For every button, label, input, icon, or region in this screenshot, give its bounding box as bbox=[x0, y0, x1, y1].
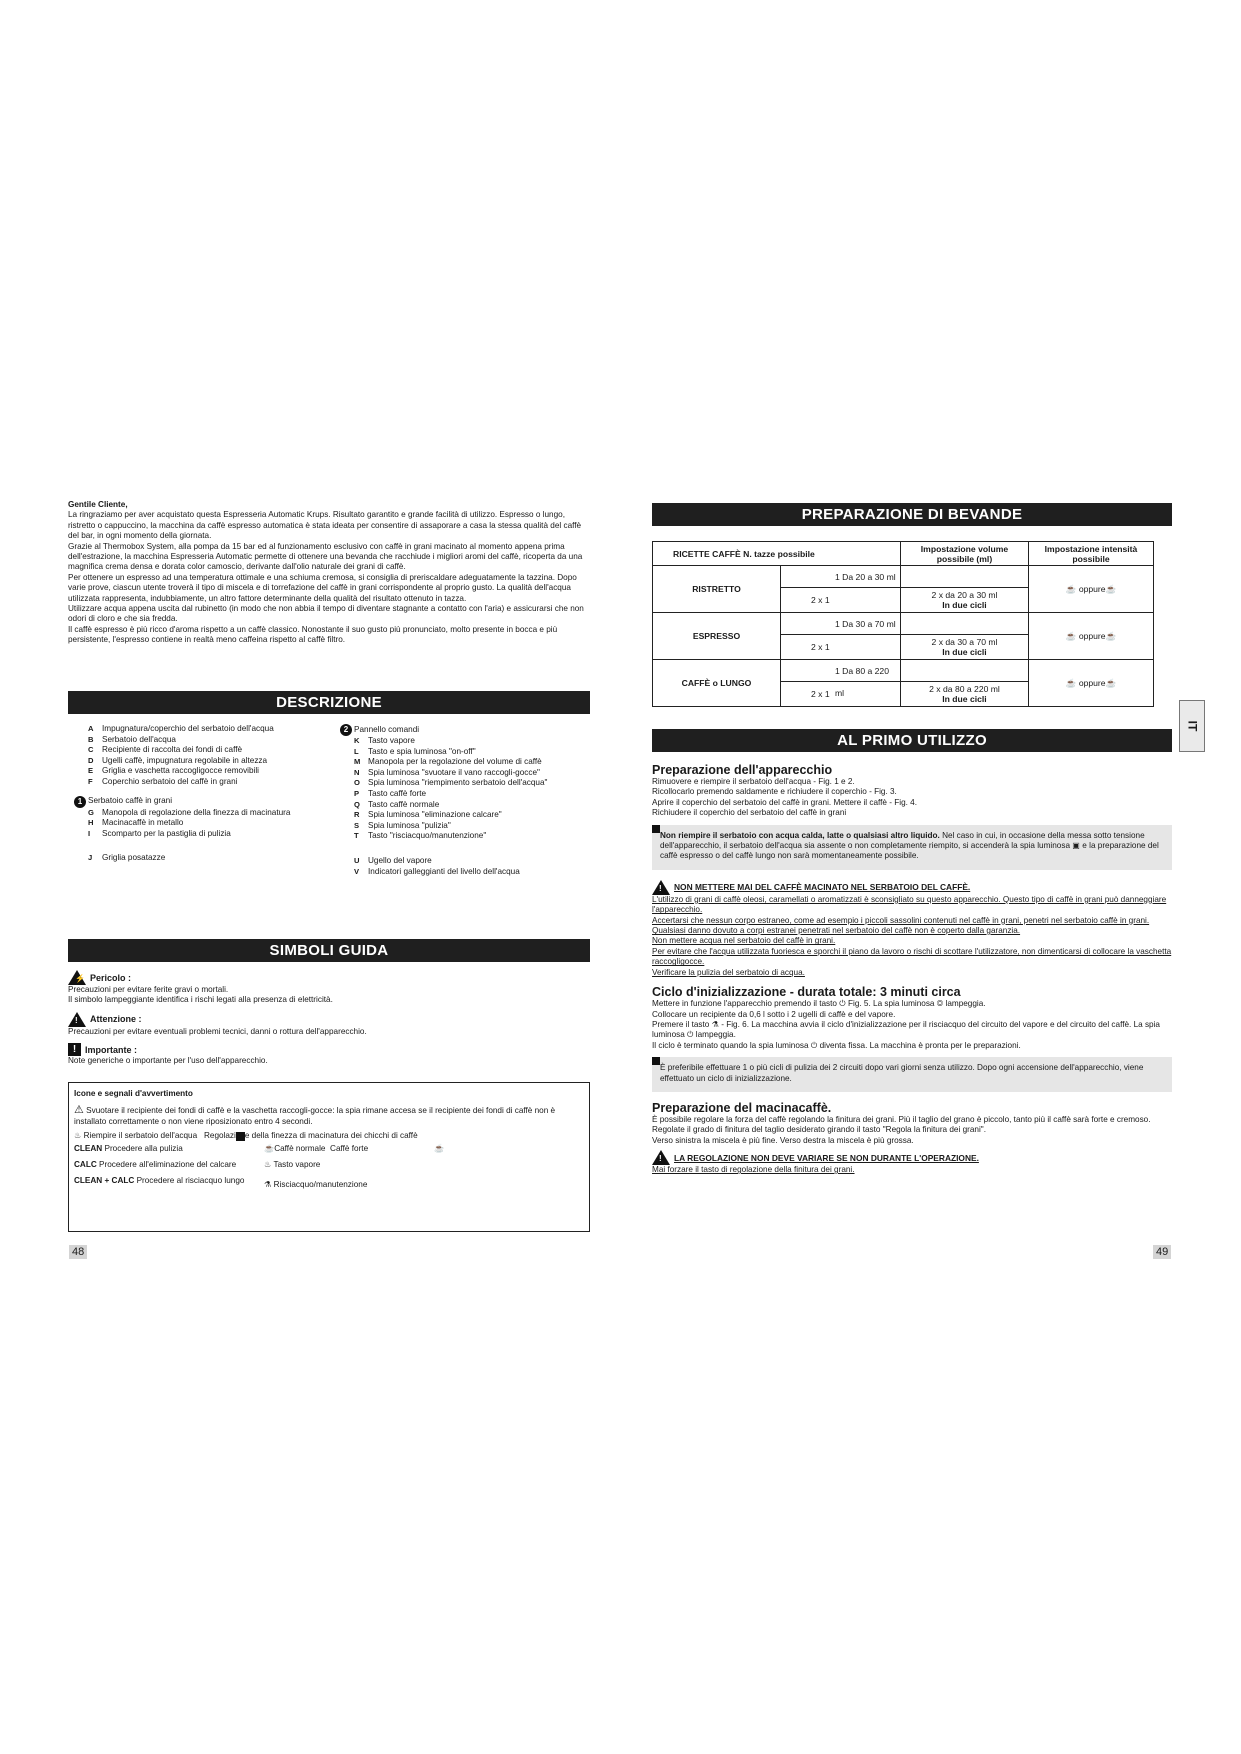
legend-item: R Spia luminosa "eliminazione calcare" bbox=[354, 810, 502, 820]
header-intensita: Impostazione intensità possibile bbox=[1029, 542, 1154, 566]
greeting: Gentile Cliente, bbox=[68, 500, 128, 509]
right-page bbox=[652, 0, 1172, 1754]
cup-normal-icon: ☕ bbox=[264, 1143, 275, 1153]
bevande-banner: PREPARAZIONE DI BEVANDE bbox=[652, 503, 1172, 526]
warning-heading-1: ! NON METTERE MAI DEL CAFFÈ MACINATO NEL SERBATOIO DEL CAFFÈ. bbox=[652, 880, 1172, 895]
legend-item: F Coperchio serbatoio del caffè in grani bbox=[88, 776, 238, 786]
important-icon bbox=[652, 825, 660, 833]
prep-line: Ricollocarlo premendo saldamente e richiudere il coperchio - Fig. 3. bbox=[652, 787, 897, 797]
cup-strong-icon: ☕ bbox=[1105, 677, 1117, 688]
warning-icon: ! bbox=[68, 1012, 86, 1027]
warning-line: Non mettere acqua nel serbatoio del caffè in grani. bbox=[652, 936, 836, 946]
legend-item: U Ugello del vapore bbox=[354, 855, 432, 865]
number-2-icon: 2 bbox=[340, 724, 352, 736]
intro-paragraph: Per ottenere un espresso ad una temperatura ottimale e una schiuma cremosa, si consiglia di preriscaldare adeguatamente la tazzina. Dopo varie prove, ciascun utente troverà il tipo di miscela e di torrefazione del caffè in grani corrispondente al proprio gusto. La qualità dell'acqua utilizzata rappresenta, indubbiamente, un altro fattore determinante della qualità del risultato ottenuto in tazza. bbox=[68, 572, 577, 603]
recipe-name: CAFFÈ o LUNGO bbox=[653, 660, 781, 706]
macina-line: Verso sinistra la miscela è più fine. Verso destra la miscela è più grossa. bbox=[652, 1135, 914, 1145]
legend-group-heading: 1 Serbatoio caffè in grani bbox=[74, 796, 324, 808]
warning-line: Accertarsi che nessun corpo estraneo, come ad esempio i piccoli sassolini contenuti nel caffè in grani, penetri nel serbatoio caffè in grani. Qualsiasi danno dovuto a corpi estranei penetrati nel serbatoio del caffè non è coperto dalla garanzia. bbox=[652, 915, 1150, 936]
page-number-left: 48 bbox=[69, 1245, 87, 1259]
legend-item: I Scomparto per la pastiglia di pulizia bbox=[88, 828, 231, 838]
table-row: RISTRETTO 1 Da 20 a 30 ml 2 x 1 2 x da 20 a 30 ml In due cicli ☕ oppure☕ bbox=[653, 566, 1154, 613]
legend-item: G Manopola di regolazione della finezza di macinatura bbox=[88, 807, 291, 817]
table-row: CAFFÈ o LUNGO 1 Da 80 a 220 ml 2 x 1 2 x da 80 a 220 ml In due cicli ☕ oppure☕ bbox=[653, 660, 1154, 707]
legend-item: K Tasto vapore bbox=[354, 736, 415, 745]
legend-item: L Tasto e spia luminosa "on-off" bbox=[354, 746, 476, 756]
legend-item: T Tasto "risciacquo/manutenzione" bbox=[354, 831, 487, 841]
ciclo-title: Ciclo d'inizializzazione - durata totale: 3 minuti circa bbox=[652, 985, 961, 1000]
prep-line: Rimuovere e riempire il serbatoio dell'acqua - Fig. 1 e 2. bbox=[652, 777, 855, 786]
attenzione-heading: ! Attenzione : bbox=[68, 1012, 590, 1027]
ciclo-line: Collocare un recipiente da 0,6 l sotto i 2 ugelli di caffè e del vapore. bbox=[652, 1009, 896, 1019]
header-ricette: RICETTE CAFFÈ N. tazze possibile bbox=[653, 542, 901, 566]
ciclo-line: Il ciclo è terminato quando la spia luminosa ⏻ diventa fissa. La macchina è pronta per le preparazioni. bbox=[652, 1040, 1021, 1050]
cup-strong-icon: ☕ bbox=[1105, 630, 1117, 641]
importante-text: Note generiche o importante per l'uso dell'apparecchio. bbox=[68, 1056, 268, 1066]
intro-text bbox=[68, 500, 590, 646]
legend-item: A Impugnatura/coperchio del serbatoio dell'acqua bbox=[88, 724, 274, 733]
importante-heading: ! Importante : bbox=[68, 1043, 590, 1056]
simboli-banner: SIMBOLI GUIDA bbox=[68, 939, 590, 962]
icons-row-3: CLEAN + CALC Procedere al risciacquo lungo ⚗ Risciacquo/manutenzione bbox=[74, 1176, 368, 1190]
intro-paragraph: Utilizzare acqua appena uscita dal rubinetto (in modo che non abbia il tempo di diventare stagnante a contatto con l'aria) e assicurarsi che non odori di cloro e che sia fredda. bbox=[68, 604, 584, 624]
icons-box-title: Icone e segnali d'avvertimento bbox=[74, 1089, 193, 1098]
legend-item: D Ugelli caffè, impugnatura regolabile in altezza bbox=[88, 755, 268, 765]
recipes-table bbox=[652, 541, 1154, 707]
steam-icon: ♨ bbox=[264, 1160, 272, 1170]
table-row: ESPRESSO 1 Da 30 a 70 ml 2 x 1 2 x da 30 a 70 ml In due cicli ☕ oppure☕ bbox=[653, 613, 1154, 660]
recipe-name: ESPRESSO bbox=[653, 613, 781, 659]
warning-line: Mai forzare il tasto di regolazione della finitura dei grani. bbox=[652, 1165, 855, 1175]
descrizione-banner: DESCRIZIONE bbox=[68, 691, 590, 714]
legend-item: P Tasto caffè forte bbox=[354, 788, 427, 798]
water-tank-icon: ♨ bbox=[74, 1131, 82, 1141]
warning-icon: ! bbox=[652, 1150, 670, 1165]
legend-item: E Griglia e vaschetta raccogligocce removibili bbox=[88, 766, 259, 776]
cup-normal-icon: ☕ bbox=[1065, 583, 1077, 594]
important-icon bbox=[652, 1057, 660, 1065]
legend-item: O Spia luminosa "riempimento serbatoio dell'acqua" bbox=[354, 778, 548, 788]
warning-line: Per evitare che l'acqua utilizzata fuoriesca e sporchi il piano da lavoro o rischi di scottare l'utilizzatore, non dimenticarsi di collocare la vaschetta raccogligocce. bbox=[652, 946, 1172, 967]
legend-column-2 bbox=[343, 724, 590, 877]
rinse-icon: ⚗ bbox=[264, 1180, 272, 1190]
intro-paragraph: Grazie al Thermobox System, alla pompa da 15 bar ed al funzionamento esclusivo con caffè in grani macinato al momento appena prima dell'estrazione, la macchina Espresseria Automatic permette di ottenere una bevanda che racchiude i migliori aromi del caffè, ricoperta da una magnifica crema densa e dorata color camoscio, derivante dall'olio naturale dei grani di caffè. bbox=[68, 541, 583, 572]
cup-normal-icon: ☕ bbox=[1065, 677, 1077, 688]
important-note-1: Non riempire il serbatoio con acqua calda, latte o qualsiasi altro liquido. Nel caso in cui, in occasione della messa sotto tensione dell'apparecchio, il serbatoio dell'acqua sia assente o non completamente riempito, si accenderà la spia luminosa ▣ e la preparazione del caffè espresso o del caffè lungo non sarà momentaneamente possibile. bbox=[652, 825, 1172, 870]
warning-heading-2: ! LA REGOLAZIONE NON DEVE VARIARE SE NON DURANTE L'OPERAZIONE. bbox=[652, 1150, 1172, 1165]
cup-strong-icon: ☕ bbox=[434, 1143, 445, 1153]
important-icon: ! bbox=[68, 1043, 81, 1056]
icons-box bbox=[68, 1082, 590, 1232]
legend-column-1 bbox=[77, 724, 324, 877]
intro-paragraph: Il caffè espresso è più ricco d'aroma rispetto a un caffè classico. Nonostante il suo gusto più pronunciato, molto presente in bocca e più persistente, l'espresso contiene in realtà meno caffeina rispetto al caffè filtro. bbox=[68, 624, 558, 645]
intro-paragraph: La ringraziamo per aver acquistato questa Espresseria Automatic Krups. Risultato garantito e grande facilità di utilizzo. Espresso o lungo, ristretto o cappuccino, la macchina da caffè espresso automatica è stata ideata per consentire di assaporare a casa la stessa qualità del caffè del bar, in ogni momento della giornata. bbox=[68, 510, 582, 541]
attenzione-text: Precauzioni per evitare eventuali problemi tecnici, danni o rottura dell'apparecchio. bbox=[68, 1026, 367, 1036]
primo-utilizzo-banner: AL PRIMO UTILIZZO bbox=[652, 729, 1172, 752]
left-page bbox=[68, 0, 590, 1754]
legend-item: H Macinacaffè in metallo bbox=[88, 818, 184, 828]
riempire-row: ♨ Riempire il serbatoio dell'acqua Regolazi e della finezza di macinatura dei chicchi di caffè bbox=[74, 1131, 418, 1141]
legend-item: J Griglia posatazze bbox=[88, 853, 166, 863]
cup-normal-icon: ☕ bbox=[1065, 630, 1077, 641]
legend-item: C Recipiente di raccolta dei fondi di caffè bbox=[88, 745, 243, 755]
pericolo-heading: ⚡ Pericolo : bbox=[68, 970, 590, 985]
legend-item: B Serbatoio dell'acqua bbox=[88, 734, 176, 744]
parts-legend bbox=[68, 724, 590, 877]
ciclo-line: Mettere in funzione l'apparecchio premendo il tasto ⏻ Fig. 5. La spia luminosa ◎ lampeggia. bbox=[652, 999, 986, 1009]
electric-warning-icon: ⚡ bbox=[68, 970, 86, 985]
legend-item: S Spia luminosa "pulizia" bbox=[354, 820, 451, 830]
important-note-2: È preferibile effettuare 1 o più cicli di pulizia dei 2 circuiti dopo vari giorni senza utilizzo. Dopo ogni accensione dell'apparecchio, viene effettuato un ciclo di inizializzazione. bbox=[652, 1057, 1172, 1092]
warning-line: L'utilizzo di grani di caffè oleosi, caramellati o aromatizzati è sconsigliato su questo apparecchio. Questo tipo di caffè in grani può danneggiare l'apparecchio. bbox=[652, 894, 1167, 915]
drip-tray-icon: ⚠ bbox=[74, 1104, 84, 1117]
number-1-icon: 1 bbox=[74, 796, 86, 808]
pericolo-text: Precauzioni per evitare ferite gravi o mortali. bbox=[68, 985, 229, 994]
ciclo-line: Premere il tasto ⚗ - Fig. 6. La macchina avvia il ciclo d'inizializzazione per il risciacquo del circuito del vapore e del circuito del caffè. La spia luminosa ⏻ lampeggia. bbox=[652, 1019, 1160, 1040]
prep-line: Richiudere il coperchio del serbatoio del caffè in grani bbox=[652, 808, 847, 818]
legend-item: M Manopola per la regolazione del volume di caffè bbox=[354, 757, 542, 767]
primo-utilizzo-content bbox=[652, 760, 1172, 1176]
grinder-icon bbox=[236, 1132, 245, 1141]
macina-line: È possibile regolare la forza del caffè regolando la finitura dei grani. Più il taglio del grano è piccolo, tanto più il caffè sarà forte e cremoso. Regolate il grado di finitura del taglio desiderato girando il tasto "Regola la finitura dei grani". bbox=[652, 1114, 1151, 1135]
prep-apparecchio-title: Preparazione dell'apparecchio bbox=[652, 763, 833, 777]
icons-row-2: CALC Procedere all'eliminazione del calcare ♨ Tasto vapore bbox=[74, 1160, 321, 1170]
legend-item: N Spia luminosa "svuotare il vano raccogli-gocce" bbox=[354, 767, 540, 777]
cup-strong-icon: ☕ bbox=[1105, 583, 1117, 594]
symbols-section bbox=[68, 966, 590, 1067]
pericolo-text: Il simbolo lampeggiante identifica i rischi legati alla presenza di elettricità. bbox=[68, 995, 333, 1005]
warning-icon: ! bbox=[652, 880, 670, 895]
page-number-right: 49 bbox=[1153, 1245, 1171, 1259]
recipe-name: RISTRETTO bbox=[653, 566, 781, 612]
legend-item: Q Tasto caffè normale bbox=[354, 799, 440, 809]
svuotare-row: ⚠ Svuotare il recipiente dei fondi di caffè e la vaschetta raccogli-gocce: la spia rimane accesa se il recipiente dei fondi di caffè non è installato correttamente o non viene riposizionato entro 4 secondi. bbox=[74, 1104, 556, 1126]
legend-item: V Indicatori galleggianti del livello dell'acqua bbox=[354, 866, 520, 876]
prep-line: Aprire il coperchio del serbatoio del caffè in grani. Mettere il caffè - Fig. 4. bbox=[652, 797, 918, 807]
legend-group-heading: 2 Pannello comandi bbox=[340, 724, 590, 736]
header-volume: Impostazione volume possibile (ml) bbox=[901, 542, 1029, 566]
warning-line: Verificare la pulizia del serbatoio di acqua. bbox=[652, 967, 805, 977]
table-header-row bbox=[653, 542, 1154, 566]
macinacaffe-title: Preparazione del macinacaffè. bbox=[652, 1100, 832, 1115]
language-tab: IT bbox=[1179, 700, 1205, 752]
icons-row-1: CLEAN Procedere alla pulizia ☕Caffè normale Caffè forte ☕ bbox=[74, 1143, 445, 1153]
